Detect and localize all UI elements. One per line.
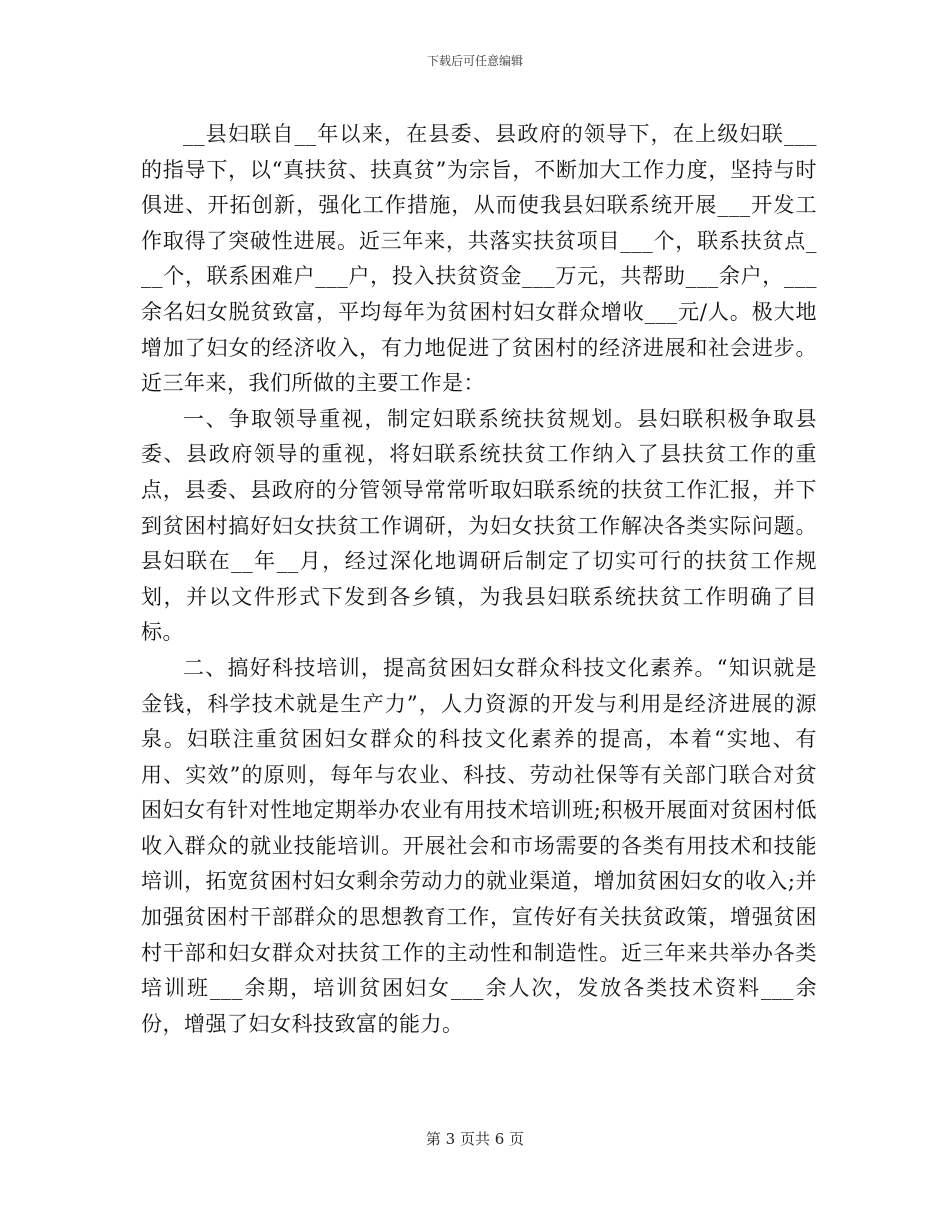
paragraph-section-two: 二、搞好科技培训，提高贫困妇女群众科技文化素养。“知识就是金钱，科学技术就是生产力”，人力资源的开发与利用是经济进展的源泉。妇联注重贫困妇女群众的科技文化素养的提高，本着“实地、有用、实效”的原则，每年与农业、科技、劳动社保等有关部门联合对贫困妇女有针对性地定期举办农业有用技术培训班;积极开展面对贫困村低收入群众的就业技能培训。开展社会和市场需要的各类有用技术和技能培训，拓宽贫困村妇女剩余劳动力的就业渠道，增加贫困妇女的收入;并加强贫困村干部群众的思想教育工作，宣传好有关扶贫政策，增强贫困村干部和妇女群众对扶贫工作的主动性和制造性。近三年来共举办各类培训班___余期，培训贫困妇女___余人次，发放各类技术资料___余份，增强了妇女科技致富的能力。 [141,655,817,1036]
header-note: 下载后可任意编辑 [426,54,523,68]
document-body [141,117,817,1042]
paragraph-section-one: 一、争取领导重视，制定妇联系统扶贫规划。县妇联积极争取县委、县政府领导的重视，将妇联系统扶贫工作纳入了县扶贫工作的重点，县委、县政府的分管领导常常听取妇联系统的扶贫工作汇报，并下到贫困村搞好妇女扶贫工作调研，为妇女扶贫工作解决各类实际问题。县妇联在__年__月，经过深化地调研后制定了切实可行的扶贫工作规划，并以文件形式下发到各乡镇，为我县妇联系统扶贫工作明确了目标。 [141,406,817,645]
page-number: 第 3 页共 6 页 [425,1130,525,1148]
paragraph-intro: __县妇联自__年以来，在县委、县政府的领导下，在上级妇联___的指导下，以“真扶贫、扶真贫”为宗旨，不断加大工作力度，坚持与时俱进、开拓创新，强化工作措施，从而使我县妇联系统开展___开发工作取得了突破性进展。近三年来，共落实扶贫项目___个，联系扶贫点___个，联系困难户___户，投入扶贫资金___万元，共帮助___余户，___余名妇女脱贫致富，平均每年为贫困村妇女群众增收___元/人。极大地增加了妇女的经济收入，有力地促进了贫困村的经济进展和社会进步。近三年来，我们所做的主要工作是： [141,122,817,396]
